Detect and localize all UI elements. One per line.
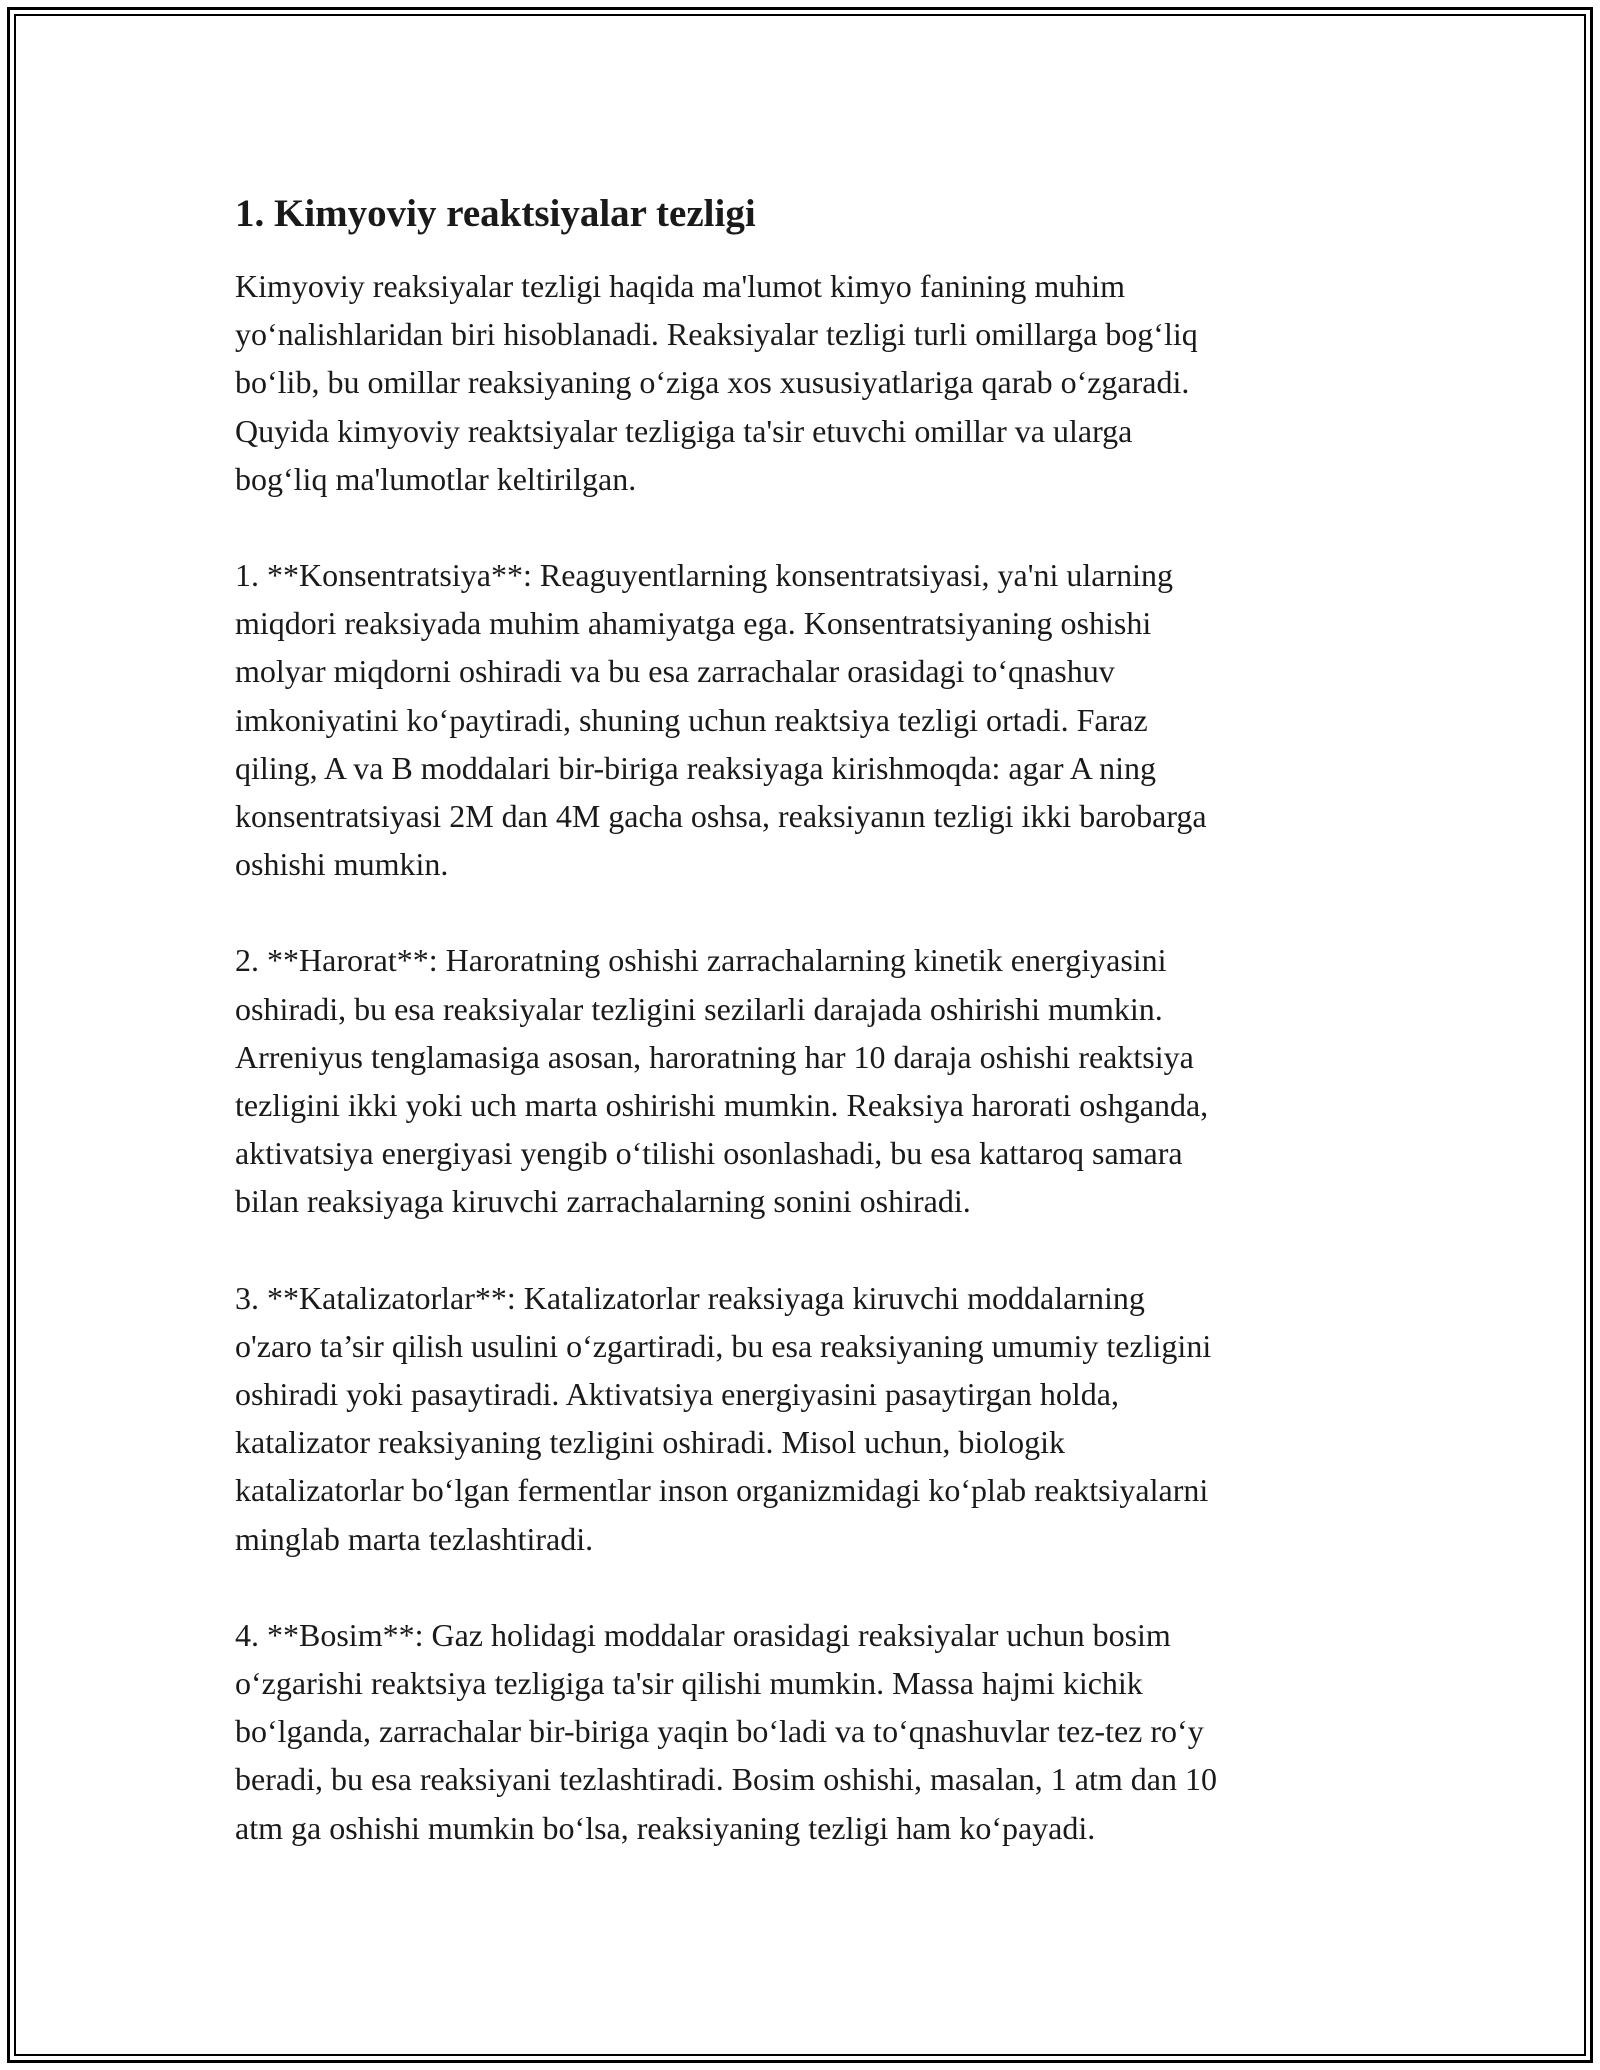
paragraph-pressure: 4. **Bosim**: Gaz holidagi moddalar orasidagi reaksiyalar uchun bosim oʻzgarishi reaktsiya tezligiga ta'sir qilishi mumkin. Massa hajmi kichik boʻlganda, zarrachalar bir-biriga yaqin boʻladi va toʻqnashuvlar tez-tez roʻy beradi, bu esa reaksiyani tezlashtiradi. Bosim oshishi, masalan, 1 atm dan 10 atm ga oshishi mumkin boʻlsa, reaksiyaning tezligi ham koʻpayadi. <box>235 1616 1217 1846</box>
document-title: 1. Kimyoviy reaktsiyalar tezligi <box>235 192 756 235</box>
paragraph-temperature: 2. **Harorat**: Haroratning oshishi zarrachalarning kinetik energiyasini oshiradi, bu esa reaksiyalar tezligini sezilarli darajada oshirishi mumkin. Arreniyus tenglamasiga asosan, haroratning har 10 daraja oshishi reaktsiya tezligini ikki yoki uch marta oshirishi mumkin. Reaksiya harorati oshganda, aktivatsiya energiyasi yengib oʻtilishi osonlashadi, bu esa kattaroq samara bilan reaksiyaga kiruvchi zarrachalarning sonini oshiradi. <box>235 942 1209 1220</box>
intro-paragraph: Kimyoviy reaksiyalar tezligi haqida ma'lumot kimyo fanining muhim yoʻnalishlaridan biri hisoblanadi. Reaksiyalar tezligi turli omillarga bogʻliq boʻlib, bu omillar reaksiyaning oʻziga xos xususiyatlariga qarab oʻzgaradi. Quyida kimyoviy reaktsiyalar tezligiga ta'sir etuvchi omillar va ularga bogʻliq ma'lumotlar keltirilgan. <box>235 268 1198 497</box>
document-body <box>235 186 1375 1900</box>
paragraph-concentration: 1. **Konsentratsiya**: Reaguyentlarning konsentratsiyasi, ya'ni ularning miqdori reaksiyada muhim ahamiyatga ega. Konsentratsiyaning oshishi molyar miqdorni oshiradi va bu esa zarrachalar orasidagi toʻqnashuv imkoniyatini koʻpaytiradi, shuning uchun reaktsiya tezligi ortadi. Faraz qiling, A va B moddalari bir-biriga reaksiyaga kirishmoqda: agar A ning konsentratsiyasi 2M dan 4M gacha oshsa, reaksiyanın tezligi ikki barobarga oshishi mumkin. <box>235 557 1207 883</box>
paragraph-catalysts: 3. **Katalizatorlar**: Katalizatorlar reaksiyaga kiruvchi moddalarning o'zaro ta’sir qilish usulini oʻzgartiradi, bu esa reaksiyaning umumiy tezligini oshiradi yoki pasaytiradi. Aktivatsiya energiyasini pasaytirgan holda, katalizator reaksiyaning tezligini oshiradi. Misol uchun, biologik katalizatorlar boʻlgan fermentlar inson organizmidagi koʻplab reaktsiyalarni minglab marta tezlashtiradi. <box>235 1279 1212 1557</box>
